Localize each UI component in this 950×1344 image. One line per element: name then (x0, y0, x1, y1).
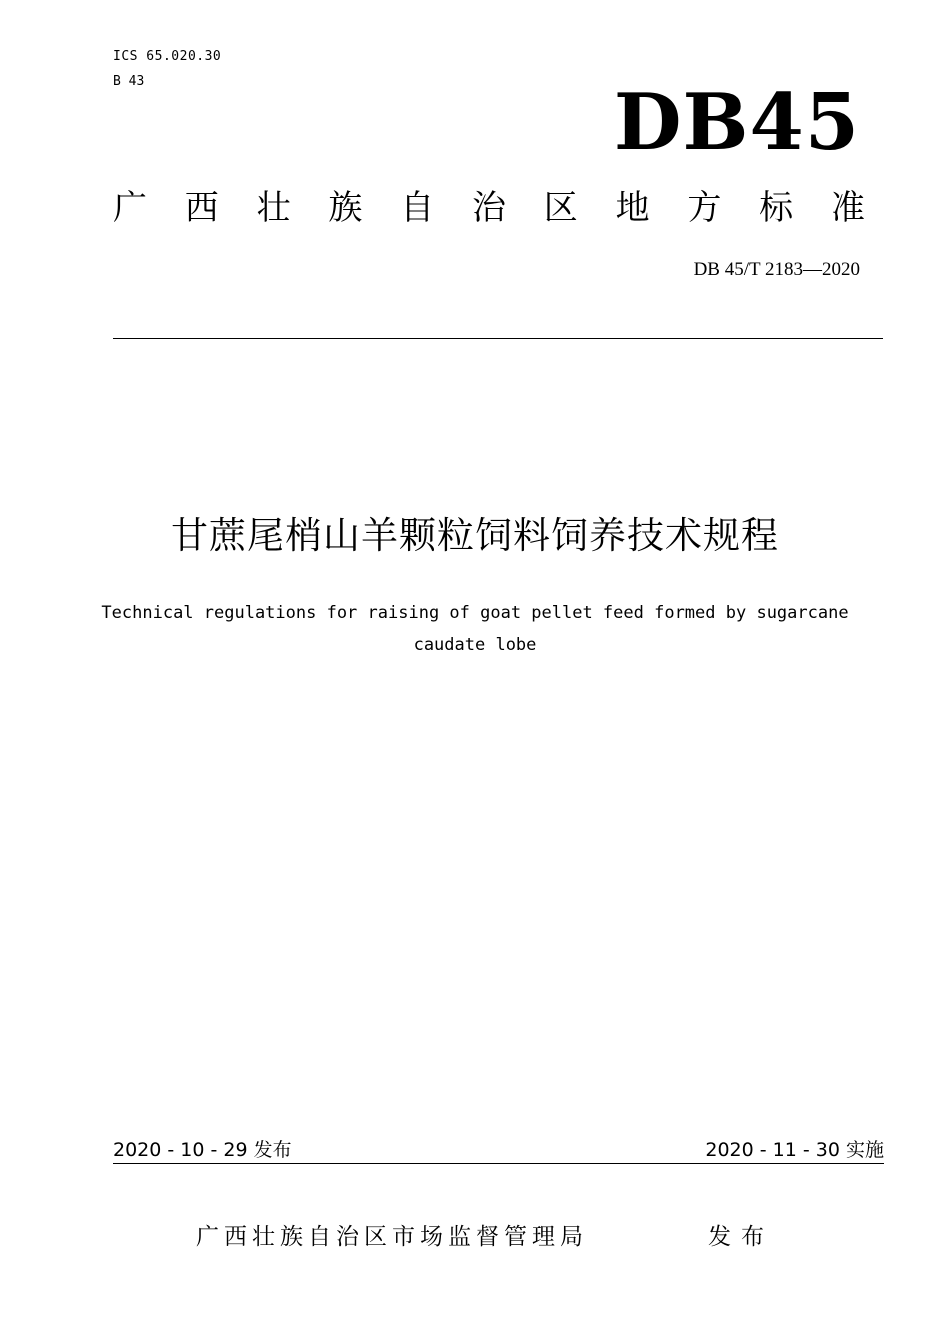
english-title-line: Technical regulations for raising of goat pellet feed formed by sugarcane (101, 603, 849, 623)
publish-label: 发布 (708, 1224, 774, 1250)
standard-type-char: 广 (113, 188, 147, 228)
ics-code: ICS 65.020.30 (113, 49, 222, 64)
standard-number: DB 45/T 2183—2020 (693, 259, 860, 280)
publisher-name: 广西壮族自治区市场监督管理局 (196, 1224, 588, 1250)
standard-type-char: 区 (543, 188, 578, 228)
issue-date: 2020 - 10 - 29 发布 (113, 1139, 292, 1161)
footer-divider (113, 1163, 884, 1164)
implementation-date: 2020 - 11 - 30 实施 (705, 1139, 884, 1161)
document-title-chinese: 甘蔗尾梢山羊颗粒饲料饲养技术规程 (171, 514, 779, 557)
standard-type-heading (113, 184, 865, 232)
standard-type-char: 族 (328, 188, 363, 228)
standard-type-char: 地 (615, 188, 650, 228)
header-divider (113, 338, 883, 339)
standard-type-char: 方 (687, 188, 722, 228)
document-title-english (60, 597, 890, 661)
standard-type-char: 自 (400, 188, 435, 228)
ccs-code: B 43 (113, 74, 145, 89)
standard-type-char: 治 (471, 188, 506, 228)
standard-mark: DB45 (613, 77, 860, 168)
standard-type-char: 西 (184, 188, 219, 228)
standard-type-char: 准 (830, 188, 865, 228)
standard-type-char: 标 (759, 188, 794, 228)
english-title-line: caudate lobe (413, 635, 537, 655)
standard-type-char: 壮 (256, 188, 291, 228)
